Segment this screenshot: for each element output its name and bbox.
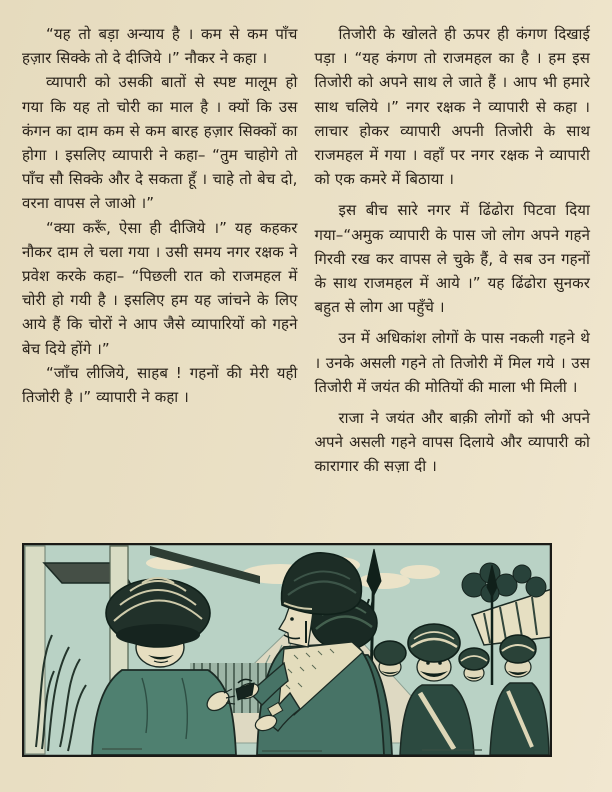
story-paragraph: व्यापारी को उसकी बातों से स्पष्ट मालूम हो गया कि यह तो चोरी का माल है । क्यों कि उस कंगन का दाम कम से कम बारह हज़ार सिक्कों का होगा । इसलिए व्यापारी ने कहा– “तुम चाहोगे तो पाँच सौ सिक्के और दे सकता हूँ । चाहे तो बेच दो, वरना वापस ले जाओ ।” bbox=[22, 73, 298, 213]
story-paragraph: “यह तो बड़ा अन्याय है । कम से कम पाँच हज़ार सिक्के तो दे दीजिये ।” नौकर ने कहा । bbox=[22, 25, 298, 68]
story-paragraph: “क्या करूँ, ऐसा ही दीजिये ।” यह कहकर नौकर दाम ले चला गया । उसी समय नगर रक्षक ने प्रवेश करके कहा– “पिछली रात को राजमहल में चोरी हो गयी है । इसलिए हम यह जांचने के लिए आये हैं कि चोरों ने आप जैसे व्यापारियों को गहने बेच दिये होंगे ।” bbox=[22, 218, 298, 358]
story-illustration-svg bbox=[22, 543, 552, 757]
story-illustration bbox=[22, 543, 552, 757]
story-paragraph: “जाँच लीजिये, साहब ! गहनों की मेरी यही तिजोरी है ।” व्यापारी ने कहा । bbox=[22, 363, 298, 407]
story-paragraph: उन में अधिकांश लोगों के पास नकली गहने थे । उनके असली गहने तो तिजोरी में मिल गये । उस तिजोरी में जयंत की मोतियों की माला भी मिली । bbox=[314, 329, 590, 396]
story-paragraph: राजा ने जयंत और बाक़ी लोगों को भी अपने अपने असली गहने वापस दिलाये और व्यापारी को कारागार की सज़ा दी । bbox=[314, 409, 590, 476]
story-text bbox=[22, 22, 590, 479]
story-paragraph: इस बीच सारे नगर में ढिंढोरा पिटवा दिया गया–“अमुक व्यापारी के पास जो लोग अपने गहने गिरवी रख कर वापस ले चुके हैं, वे सब उन गहनों के साथ राजमहल में आये ।” यह ढिंढोरा सुनकर बहुत से लोग आ पहुँचे । bbox=[314, 201, 590, 317]
text-column-right bbox=[315, 22, 591, 479]
text-column-left bbox=[22, 22, 298, 479]
story-paragraph: तिजोरी के खोलते ही ऊपर ही कंगण दिखाई पड़ा । “यह कंगण तो राजमहल का है । हम इस तिजोरी को अपने साथ ले जाते हैं । आप भी हमारे साथ चलिये ।” नगर रक्षक ने व्यापारी से कहा । लाचार होकर व्यापारी अपनी तिजोरी के साथ राजमहल में गया । वहाँ पर नगर रक्षक ने व्यापारी को एक कमरे में बिठाया । bbox=[314, 25, 590, 189]
